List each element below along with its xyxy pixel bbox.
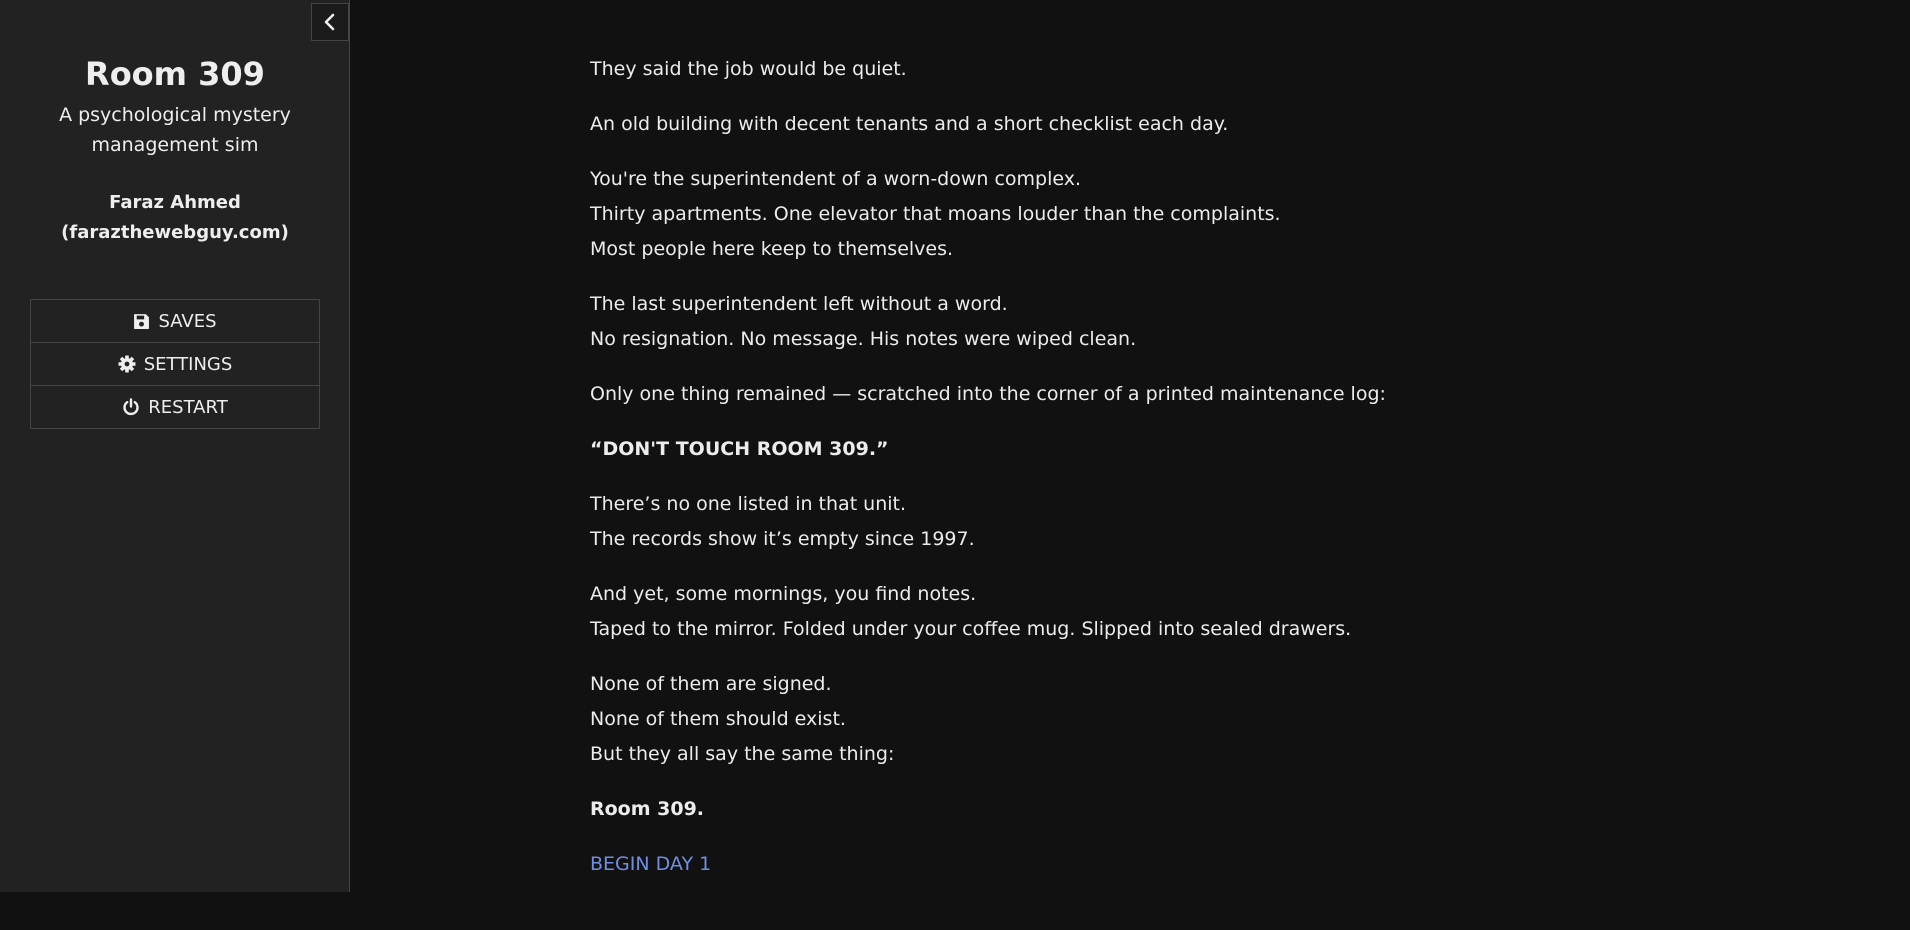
- passage-paragraph: [590, 52, 1590, 87]
- sidebar: [0, 0, 350, 892]
- passage-paragraph: [590, 667, 1590, 772]
- passage-line: No resignation. No message. His notes were wiped clean.: [590, 328, 1137, 350]
- restart-label: RESTART: [148, 396, 228, 418]
- passage-paragraph: [590, 487, 1590, 557]
- story-title: Room 309: [85, 55, 265, 93]
- passage-line: The records show it’s empty since 1997.: [590, 528, 975, 550]
- warning-line: “DON'T TOUCH ROOM 309.”: [590, 438, 889, 460]
- settings-label: SETTINGS: [143, 353, 233, 375]
- passage-paragraph: [590, 287, 1590, 357]
- passage-line: There’s no one listed in that unit.: [590, 493, 907, 515]
- settings-button[interactable]: [31, 343, 319, 386]
- passage-line: And yet, some mornings, you find notes.: [590, 583, 977, 605]
- passage-paragraph: [590, 377, 1590, 412]
- passage-paragraph: [590, 432, 1590, 467]
- passage-line: Taped to the mirror. Folded under your coffee mug. Slipped into sealed drawers.: [590, 618, 1352, 640]
- passage-line: But they all say the same thing:: [590, 743, 895, 765]
- passage-line: You're the superintendent of a worn-down complex.: [590, 168, 1082, 190]
- passage-line: None of them should exist.: [590, 708, 846, 730]
- passage-line: The last superintendent left without a word.: [590, 293, 1008, 315]
- passage-paragraph: [590, 162, 1590, 267]
- saves-label: SAVES: [158, 310, 217, 332]
- passage-paragraph: [590, 577, 1590, 647]
- passage-line: An old building with decent tenants and a short checklist each day.: [590, 113, 1229, 135]
- passage-line: They said the job would be quiet.: [590, 58, 907, 80]
- passage-line: Thirty apartments. One elevator that moans louder than the complaints.: [590, 203, 1281, 225]
- saves-button[interactable]: [31, 300, 319, 343]
- begin-day-1-link[interactable]: BEGIN DAY 1: [590, 853, 712, 875]
- sidebar-toggle-button[interactable]: [311, 3, 349, 41]
- author-name: Faraz Ahmed: [109, 192, 241, 213]
- passage-line: Only one thing remained — scratched into the corner of a printed maintenance log:: [590, 383, 1386, 405]
- floppy-disk-icon: [133, 313, 150, 330]
- story-subtitle: A psychological mystery management sim: [59, 104, 291, 156]
- room-line: Room 309.: [590, 798, 705, 820]
- story-passage: [590, 52, 1590, 902]
- sidebar-menu: [30, 299, 320, 429]
- story-banner: [0, 52, 350, 248]
- passage-line: Most people here keep to themselves.: [590, 238, 954, 260]
- passage-line: None of them are signed.: [590, 673, 832, 695]
- restart-button[interactable]: [31, 386, 319, 428]
- passage-paragraph: [590, 847, 1590, 882]
- author-site: (farazthewebguy.com): [61, 222, 289, 243]
- chevron-left-icon: [323, 13, 337, 31]
- gear-icon: [118, 355, 136, 373]
- story-author: [0, 188, 350, 248]
- power-icon: [122, 398, 140, 416]
- passage-paragraph: [590, 107, 1590, 142]
- passage-paragraph: [590, 792, 1590, 827]
